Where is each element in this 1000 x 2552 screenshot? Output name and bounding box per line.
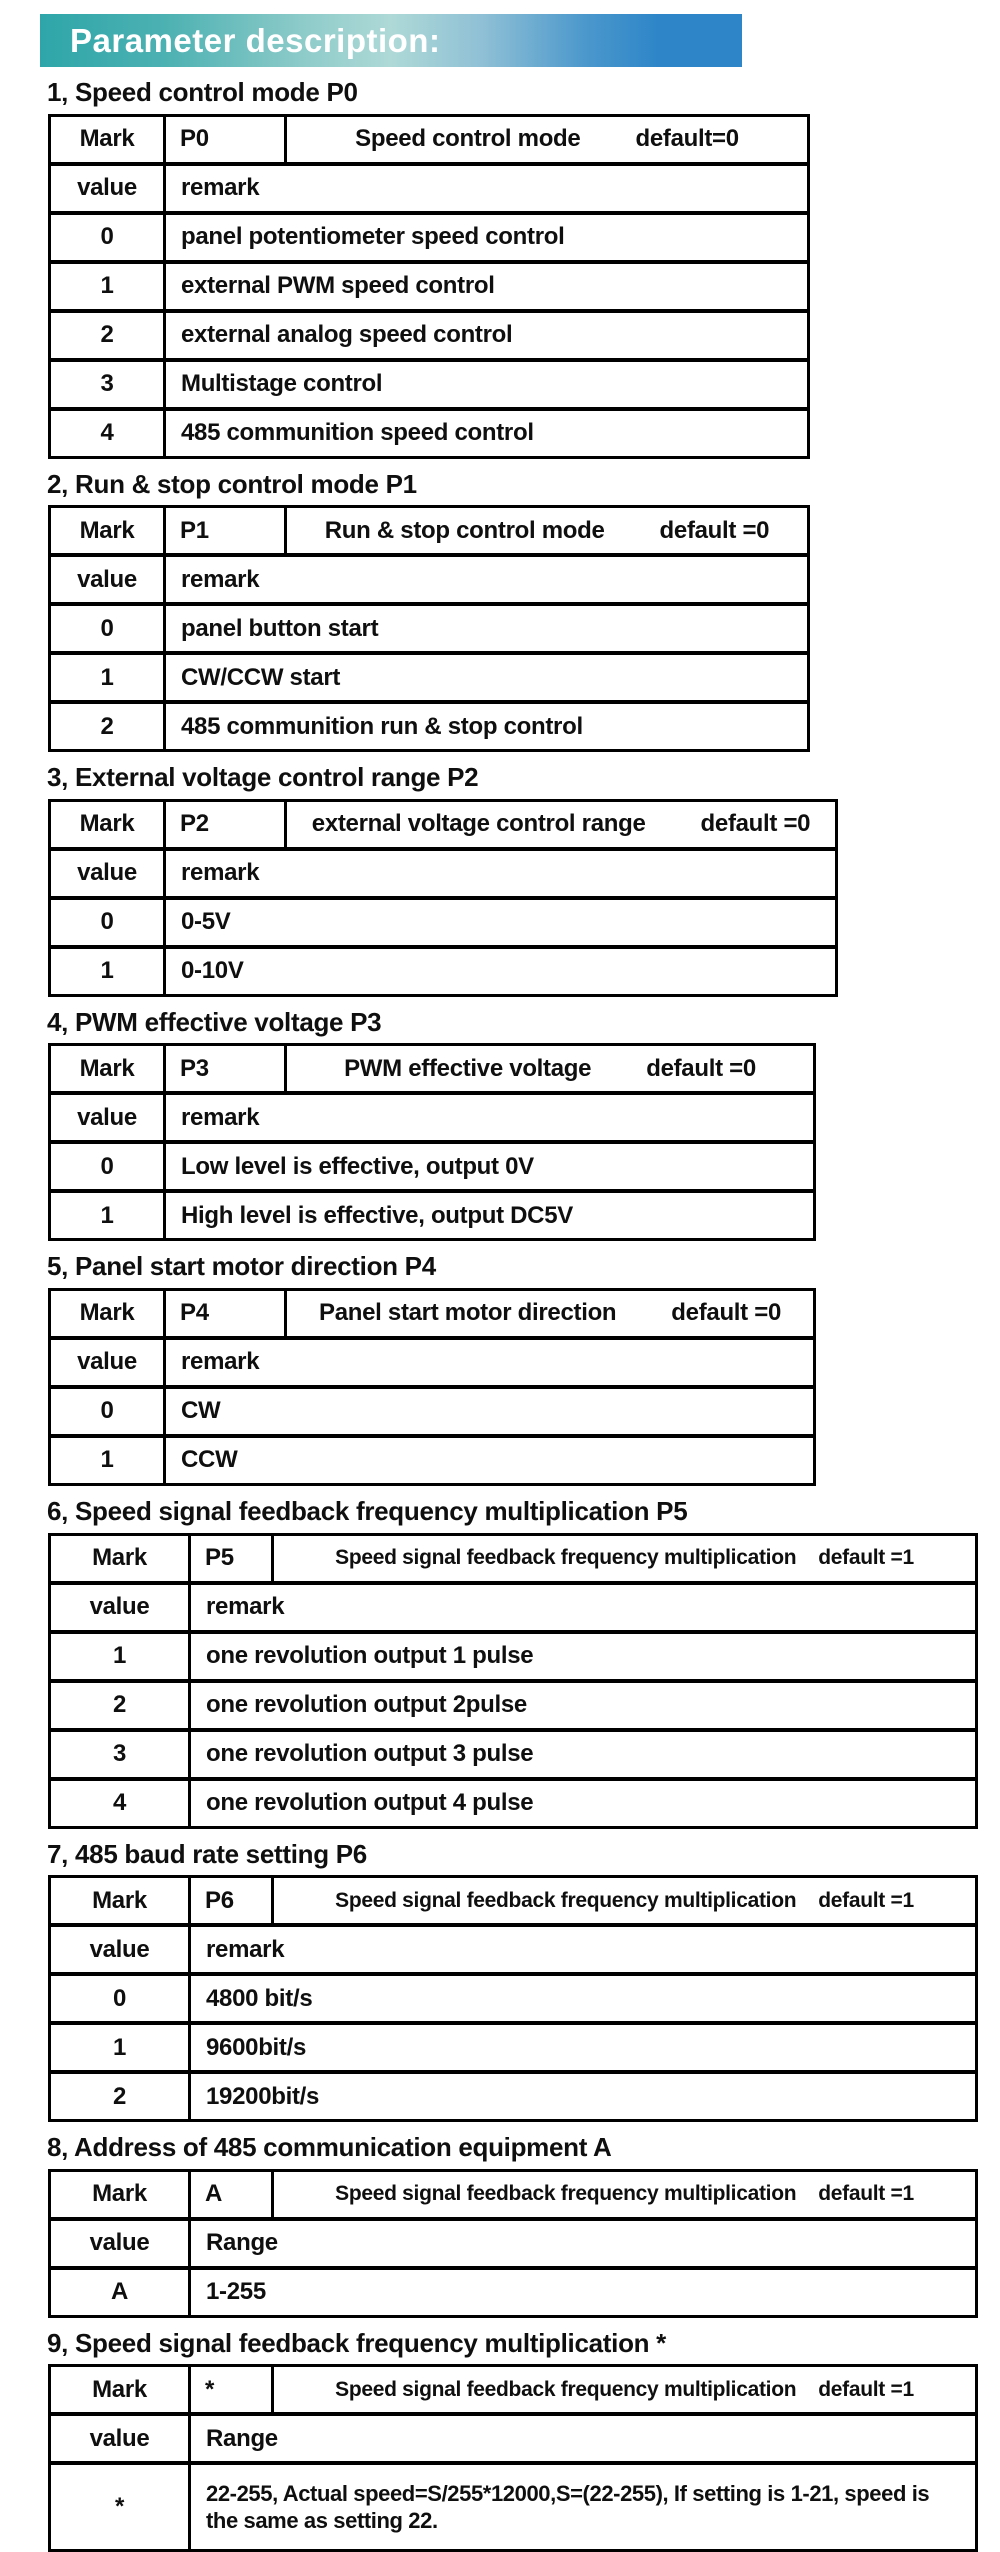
row-remark-cell: external analog speed control bbox=[181, 321, 513, 349]
row-value-cell: 1 bbox=[51, 949, 166, 994]
table-row bbox=[51, 655, 807, 704]
param-desc: Speed control mode bbox=[355, 125, 581, 153]
param-code-cell: P3 bbox=[166, 1046, 287, 1091]
section-pwm-effective-voltage bbox=[0, 1008, 1000, 1242]
mark-header-cell: Mark bbox=[51, 2367, 191, 2412]
param-default: default =0 bbox=[671, 1299, 781, 1327]
table-header-row bbox=[51, 802, 835, 851]
param-desc: Speed signal feedback frequency multiplication bbox=[335, 1888, 797, 1912]
column-header-row bbox=[51, 1585, 975, 1634]
row-remark-cell: High level is effective, output DC5V bbox=[181, 1201, 573, 1229]
param-desc-cell bbox=[274, 2172, 975, 2217]
param-code-cell: A bbox=[191, 2172, 274, 2217]
section-title: 5‚ Panel start motor direction P4 bbox=[47, 1251, 436, 1282]
row-remark-cell: one revolution output 3 pulse bbox=[206, 1740, 534, 1768]
param-desc: Speed signal feedback frequency multiplication bbox=[335, 2377, 797, 2401]
section-speed-control-mode bbox=[0, 78, 1000, 459]
param-code-cell: * bbox=[191, 2367, 274, 2412]
section-title: 7‚ 485 baud rate setting P6 bbox=[47, 1838, 367, 1869]
table-header-row bbox=[51, 1878, 975, 1927]
row-value-cell: 1 bbox=[51, 1438, 166, 1483]
param-code-cell: P6 bbox=[191, 1878, 274, 1923]
row-remark-cell: 485 communition speed control bbox=[181, 419, 534, 447]
param-desc: Speed signal feedback frequency multiplication bbox=[335, 2182, 797, 2206]
row-value-cell: 1 bbox=[51, 655, 166, 700]
value-header-cell: value bbox=[51, 2416, 191, 2461]
row-value-cell: 1 bbox=[51, 2025, 191, 2070]
row-remark-cell: 4800 bit/s bbox=[206, 1984, 313, 2012]
column-header-row bbox=[51, 557, 807, 606]
param-desc-cell bbox=[287, 802, 835, 847]
value-header-cell: value bbox=[51, 1340, 166, 1385]
table-p5 bbox=[48, 1533, 978, 1829]
range-header-cell: Range bbox=[206, 2229, 278, 2257]
param-code-cell: P5 bbox=[191, 1536, 274, 1581]
table-header-row bbox=[51, 508, 807, 557]
row-remark-cell: CW bbox=[181, 1397, 221, 1425]
section-485-baud-rate bbox=[0, 1840, 1000, 2123]
remark-header-cell: remark bbox=[181, 565, 260, 593]
range-header-cell: Range bbox=[206, 2424, 278, 2452]
param-default: default=0 bbox=[635, 125, 739, 153]
table-row bbox=[51, 704, 807, 749]
row-remark-cell: panel button start bbox=[181, 614, 379, 642]
row-value-cell: 2 bbox=[51, 704, 166, 749]
remark-header-cell: remark bbox=[181, 174, 260, 202]
row-value-cell: 4 bbox=[51, 411, 166, 456]
row-remark-cell: 19200bit/s bbox=[206, 2082, 320, 2110]
row-value-cell: 0 bbox=[51, 1976, 191, 2021]
table-row bbox=[51, 313, 807, 362]
table-header-row bbox=[51, 2367, 975, 2416]
mark-header-cell: Mark bbox=[51, 117, 166, 162]
param-code-cell: P4 bbox=[166, 1291, 287, 1336]
table-p3 bbox=[48, 1043, 816, 1241]
row-remark-cell: 1-255 bbox=[206, 2278, 266, 2306]
table-row bbox=[51, 1976, 975, 2025]
mark-header-cell: Mark bbox=[51, 1046, 166, 1091]
value-header-cell: value bbox=[51, 1927, 191, 1972]
column-header-row bbox=[51, 2416, 975, 2465]
table-row bbox=[51, 2465, 975, 2549]
param-desc-cell bbox=[274, 1878, 975, 1923]
row-value-cell: 0 bbox=[51, 1144, 166, 1189]
param-desc: Run & stop control mode bbox=[324, 516, 605, 544]
section-title: 3‚ External voltage control range P2 bbox=[47, 762, 479, 793]
param-code-cell: P1 bbox=[166, 508, 287, 553]
row-value-cell: 3 bbox=[51, 362, 166, 407]
value-header-cell: value bbox=[51, 557, 166, 602]
table-p0 bbox=[48, 114, 810, 459]
section-run-stop-control-mode bbox=[0, 470, 1000, 753]
table-row bbox=[51, 264, 807, 313]
row-remark-cell: 485 communition run & stop control bbox=[181, 712, 583, 740]
row-value-cell: 0 bbox=[51, 1389, 166, 1434]
row-remark-cell: 9600bit/s bbox=[206, 2033, 307, 2061]
table-row bbox=[51, 900, 835, 949]
param-default: default =1 bbox=[818, 1888, 914, 1912]
row-value-cell: 2 bbox=[51, 313, 166, 358]
section-panel-start-motor-direction bbox=[0, 1252, 1000, 1486]
row-remark-cell: one revolution output 2pulse bbox=[206, 1691, 527, 1719]
section-title: 6‚ Speed signal feedback frequency multiplication P5 bbox=[47, 1495, 688, 1526]
row-remark-cell: CW/CCW start bbox=[181, 663, 341, 691]
table-header-row bbox=[51, 1291, 813, 1340]
table-row bbox=[51, 362, 807, 411]
mark-header-cell: Mark bbox=[51, 802, 166, 847]
row-remark-cell: external PWM speed control bbox=[181, 272, 495, 300]
row-value-cell: 4 bbox=[51, 1781, 191, 1826]
value-header-cell: value bbox=[51, 851, 166, 896]
section-title: 4‚ PWM effective voltage P3 bbox=[47, 1006, 382, 1037]
table-row bbox=[51, 1732, 975, 1781]
section-external-voltage-range bbox=[0, 763, 1000, 997]
page-header-banner bbox=[40, 14, 742, 67]
mark-header-cell: Mark bbox=[51, 1878, 191, 1923]
table-p1 bbox=[48, 505, 810, 752]
table-star bbox=[48, 2364, 978, 2552]
table-p6 bbox=[48, 1875, 978, 2122]
column-header-row bbox=[51, 851, 835, 900]
mark-header-cell: Mark bbox=[51, 1536, 191, 1581]
table-header-row bbox=[51, 1536, 975, 1585]
row-value-cell: 0 bbox=[51, 900, 166, 945]
param-default: default =0 bbox=[646, 1054, 756, 1082]
param-desc: Panel start motor direction bbox=[319, 1299, 617, 1327]
column-header-row bbox=[51, 1927, 975, 1976]
remark-header-cell: remark bbox=[181, 1103, 260, 1131]
param-desc: Speed signal feedback frequency multiplication bbox=[335, 1545, 797, 1569]
table-row bbox=[51, 1438, 813, 1483]
table-row bbox=[51, 1683, 975, 1732]
section-title: 8‚ Address of 485 communication equipment A bbox=[47, 2132, 612, 2163]
row-value-cell: * bbox=[51, 2465, 191, 2549]
row-remark-cell: one revolution output 1 pulse bbox=[206, 1642, 534, 1670]
section-speed-feedback-multiplication-p5 bbox=[0, 1497, 1000, 1829]
table-p2 bbox=[48, 799, 838, 997]
table-row bbox=[51, 411, 807, 456]
param-desc-cell bbox=[287, 1046, 813, 1091]
column-header-row bbox=[51, 2221, 975, 2270]
table-row bbox=[51, 1193, 813, 1238]
column-header-row bbox=[51, 166, 807, 215]
table-row bbox=[51, 2025, 975, 2074]
table-row bbox=[51, 1389, 813, 1438]
row-remark-cell: panel potentiometer speed control bbox=[181, 223, 565, 251]
row-value-cell: 0 bbox=[51, 215, 166, 260]
row-remark-cell: one revolution output 4 pulse bbox=[206, 1789, 534, 1817]
section-485-address bbox=[0, 2133, 1000, 2318]
row-value-cell: 2 bbox=[51, 1683, 191, 1728]
section-speed-feedback-multiplication-star bbox=[0, 2329, 1000, 2552]
param-default: default =1 bbox=[818, 2377, 914, 2401]
param-default: default =1 bbox=[818, 2182, 914, 2206]
table-header-row bbox=[51, 1046, 813, 1095]
param-default: default =1 bbox=[818, 1545, 914, 1569]
mark-header-cell: Mark bbox=[51, 1291, 166, 1336]
table-a bbox=[48, 2169, 978, 2318]
row-value-cell: 1 bbox=[51, 264, 166, 309]
row-value-cell: 0 bbox=[51, 606, 166, 651]
value-header-cell: value bbox=[51, 166, 166, 211]
section-title: 9‚ Speed signal feedback frequency multiplication * bbox=[47, 2327, 666, 2358]
value-header-cell: value bbox=[51, 2221, 191, 2266]
mark-header-cell: Mark bbox=[51, 2172, 191, 2217]
row-remark-cell: 0-5V bbox=[181, 908, 231, 936]
table-header-row bbox=[51, 117, 807, 166]
row-remark-cell: 22-255, Actual speed=S/255*12000,S=(22-255), If setting is 1-21, speed is the same as setting 22. bbox=[206, 2480, 930, 2534]
column-header-row bbox=[51, 1095, 813, 1144]
table-row bbox=[51, 949, 835, 994]
row-remark-cell: CCW bbox=[181, 1446, 238, 1474]
table-row bbox=[51, 2270, 975, 2315]
param-desc-cell bbox=[287, 508, 807, 553]
param-desc-cell bbox=[287, 1291, 813, 1336]
remark-header-cell: remark bbox=[206, 1935, 285, 1963]
table-header-row bbox=[51, 2172, 975, 2221]
param-desc-cell bbox=[274, 2367, 975, 2412]
table-row bbox=[51, 1144, 813, 1193]
table-row bbox=[51, 1781, 975, 1826]
table-row bbox=[51, 215, 807, 264]
section-title: 2‚ Run & stop control mode P1 bbox=[47, 468, 417, 499]
param-desc: PWM effective voltage bbox=[344, 1054, 592, 1082]
column-header-row bbox=[51, 1340, 813, 1389]
value-header-cell: value bbox=[51, 1585, 191, 1630]
page-title: Parameter description: bbox=[70, 21, 441, 59]
remark-header-cell: remark bbox=[206, 1593, 285, 1621]
param-code-cell: P0 bbox=[166, 117, 287, 162]
table-row bbox=[51, 606, 807, 655]
mark-header-cell: Mark bbox=[51, 508, 166, 553]
param-code-cell: P2 bbox=[166, 802, 287, 847]
row-value-cell: 3 bbox=[51, 1732, 191, 1777]
row-value-cell: 2 bbox=[51, 2074, 191, 2119]
remark-header-cell: remark bbox=[181, 859, 260, 887]
table-row bbox=[51, 1634, 975, 1683]
row-value-cell: 1 bbox=[51, 1193, 166, 1238]
param-desc-cell bbox=[287, 117, 807, 162]
row-remark-cell: Low level is effective, output 0V bbox=[181, 1152, 534, 1180]
section-title: 1‚ Speed control mode P0 bbox=[47, 77, 358, 107]
param-desc-cell bbox=[274, 1536, 975, 1581]
param-desc: external voltage control range bbox=[311, 810, 646, 838]
table-row bbox=[51, 2074, 975, 2119]
row-value-cell: 1 bbox=[51, 1634, 191, 1679]
value-header-cell: value bbox=[51, 1095, 166, 1140]
row-value-cell: A bbox=[51, 2270, 191, 2315]
row-remark-cell: 0-10V bbox=[181, 957, 244, 985]
param-default: default =0 bbox=[700, 810, 811, 838]
remark-header-cell: remark bbox=[181, 1348, 260, 1376]
param-default: default =0 bbox=[659, 516, 770, 544]
table-p4 bbox=[48, 1288, 816, 1486]
row-remark-cell: Multistage control bbox=[181, 370, 383, 398]
